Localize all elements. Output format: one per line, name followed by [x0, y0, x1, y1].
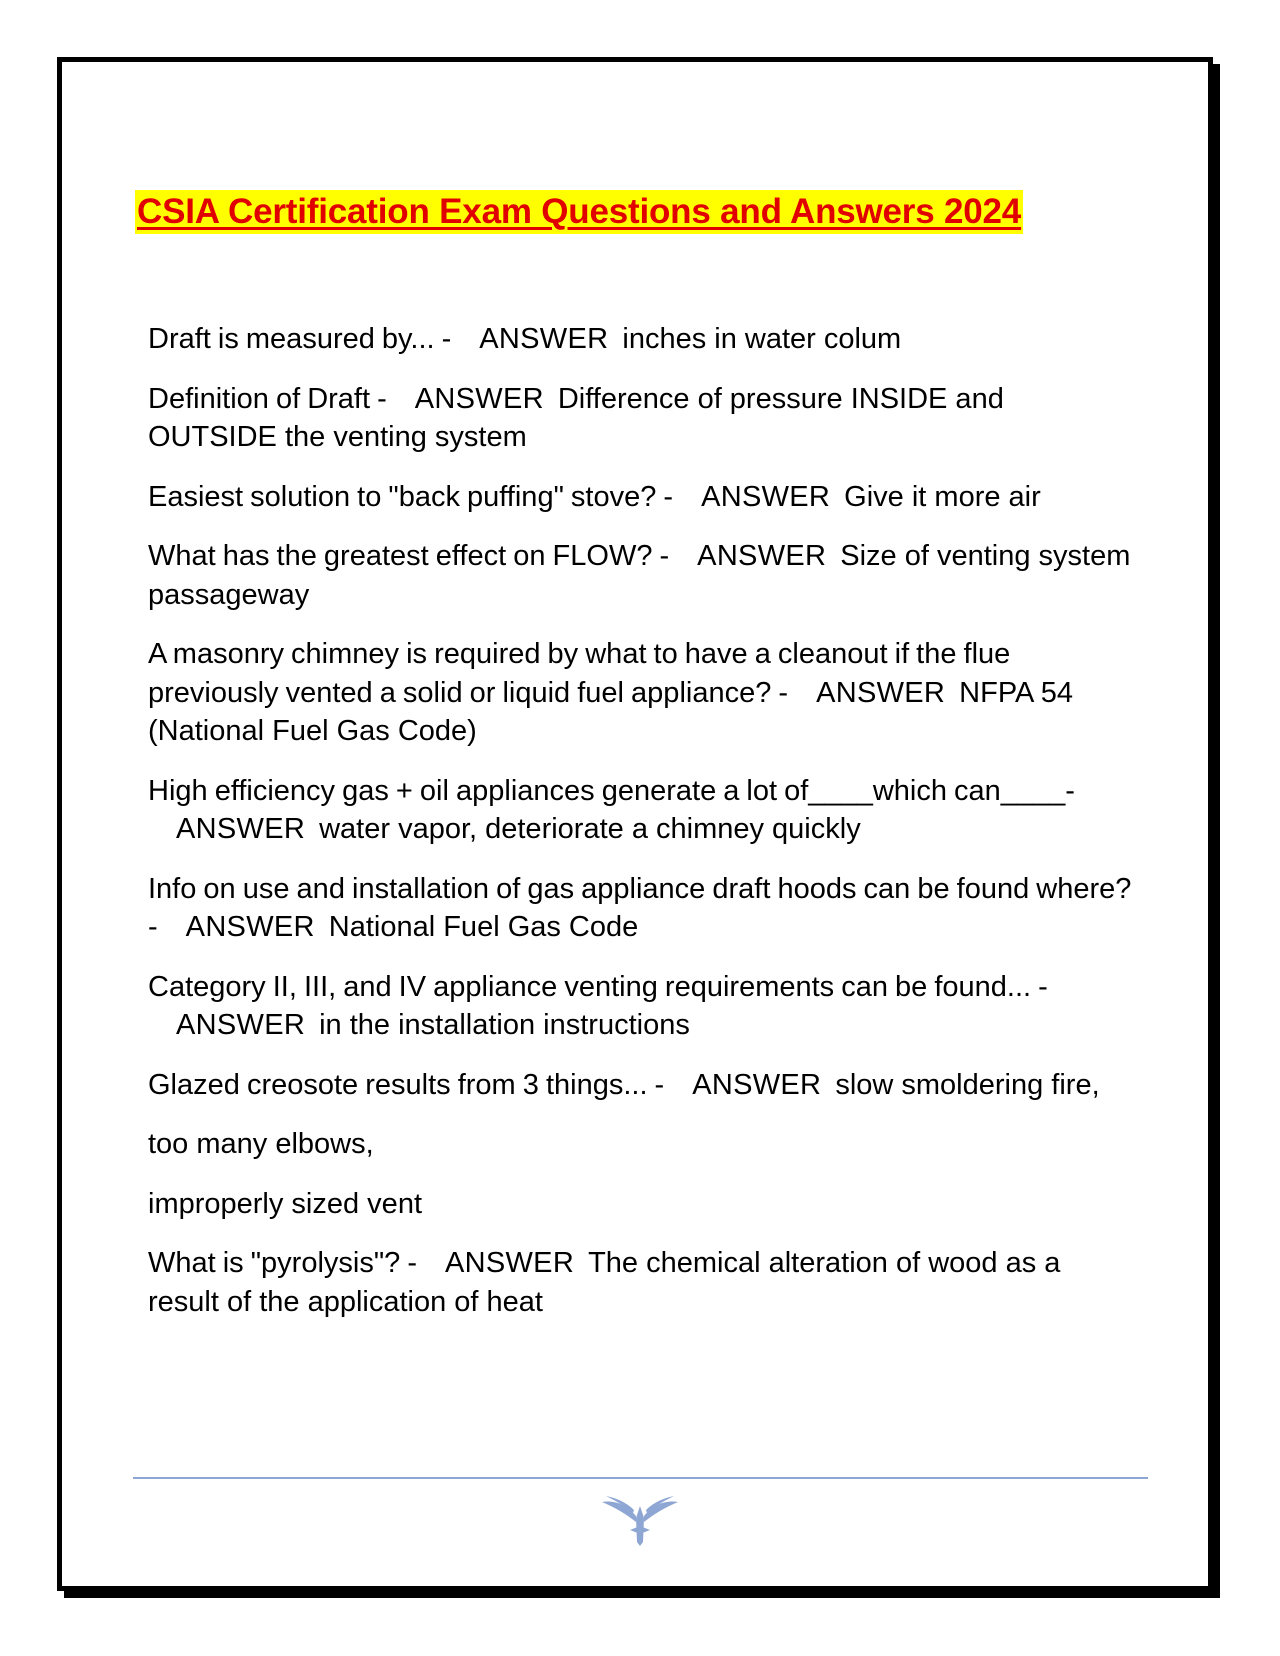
qa-item — [148, 478, 1138, 517]
answer-label: ANSWER — [701, 480, 831, 513]
qa-item — [148, 1244, 1138, 1321]
qa-answer: in the installation instructions — [319, 1009, 690, 1041]
answer-label: ANSWER — [176, 813, 306, 845]
answer-label: ANSWER — [816, 676, 946, 709]
qa-answer-continuation: too many elbows, — [148, 1128, 374, 1160]
qa-question: What is "pyrolysis"? - — [148, 1247, 417, 1279]
qa-question: Draft is measured by... - — [148, 323, 452, 355]
answer-label: ANSWER — [414, 382, 544, 415]
qa-question: Glazed creosote results from 3 things... - — [148, 1068, 665, 1101]
qa-question: Category II, III, and IV appliance venting requirements can be found... - — [148, 970, 1048, 1003]
bird-logo-icon — [600, 1492, 680, 1548]
qa-list — [148, 320, 1138, 1342]
qa-question: What has the greatest effect on FLOW? - — [148, 540, 670, 572]
qa-answer: water vapor, deteriorate a chimney quickly — [319, 813, 861, 845]
qa-answer: Difference of pressure INSIDE and OUTSIDE the venting system — [148, 382, 1004, 453]
qa-item — [148, 380, 1138, 457]
qa-item — [148, 1066, 1138, 1105]
answer-label: ANSWER — [444, 1247, 575, 1279]
answer-label: ANSWER — [697, 540, 827, 572]
qa-item — [148, 772, 1138, 849]
answer-label: ANSWER — [692, 1068, 822, 1101]
qa-question: Info on use and installation of gas appliance draft hoods can be found where? - — [148, 872, 1132, 943]
qa-answer: Size of venting system passageway — [148, 540, 1131, 611]
qa-answer: The chemical alteration of wood as a result of the application of heat — [148, 1247, 1061, 1318]
footer-divider — [133, 1477, 1148, 1479]
qa-question: Easiest solution to "back puffing" stove? - — [148, 480, 674, 513]
qa-answer: inches in water colum — [622, 323, 902, 355]
qa-question: A masonry chimney is required by what to have a cleanout if the flue previously vented a solid or liquid fuel appliance? - — [148, 638, 1011, 709]
qa-item — [148, 968, 1138, 1045]
document-title: CSIA Certification Exam Questions and Answers 2024 — [135, 190, 1023, 234]
qa-question: Definition of Draft - — [148, 382, 387, 415]
answer-label: ANSWER — [176, 1009, 306, 1041]
qa-answer: slow smoldering fire, — [835, 1068, 1100, 1101]
qa-answer: NFPA 54 (National Fuel Gas Code) — [148, 676, 1074, 747]
qa-item — [148, 537, 1138, 614]
qa-answer: National Fuel Gas Code — [328, 911, 639, 943]
qa-question: High efficiency gas + oil appliances generate a lot of____which can____- — [148, 774, 1075, 807]
qa-answer: Give it more air — [844, 480, 1041, 513]
answer-label: ANSWER — [185, 911, 315, 943]
answer-label: ANSWER — [479, 323, 609, 355]
qa-item — [148, 635, 1138, 751]
qa-item — [148, 320, 1138, 359]
qa-answer-continuation: improperly sized vent — [148, 1187, 422, 1220]
qa-item — [148, 870, 1138, 947]
